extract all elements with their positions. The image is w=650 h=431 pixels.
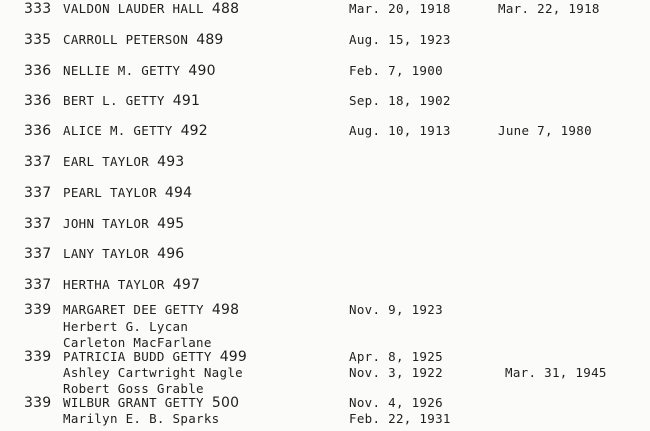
page-number: 337 — [24, 216, 52, 232]
person-name — [63, 32, 224, 48]
page-number: 337 — [24, 246, 52, 262]
person-name-text: VALDON LAUDER HALL — [63, 1, 204, 16]
entry-number: 499 — [219, 349, 248, 365]
person-name-text: JOHN TAYLOR — [63, 216, 150, 231]
birth-date: Nov. 4, 1926 — [349, 395, 443, 410]
person-name-text: BERT L. GETTY — [63, 93, 165, 108]
birth-date: Apr. 8, 1925 — [349, 349, 443, 364]
person-name — [63, 185, 192, 201]
record-row — [0, 32, 650, 52]
birth-date: Aug. 10, 1913 — [349, 123, 451, 138]
record-row — [0, 123, 650, 143]
entry-number: 492 — [180, 123, 208, 139]
person-name — [63, 246, 184, 262]
entry-number: 497 — [172, 277, 201, 293]
person-name-text: ALICE M. GETTY — [63, 123, 173, 138]
record-row — [0, 63, 650, 83]
entry-number: 498 — [211, 302, 240, 318]
spouse-name: Carleton MacFarlane — [63, 335, 212, 350]
page-number: 339 — [24, 302, 52, 318]
person-name-text: LANY TAYLOR — [63, 246, 150, 261]
person-name — [63, 216, 184, 232]
entry-number: 490 — [188, 63, 216, 79]
page-number: 339 — [24, 349, 52, 365]
person-name — [63, 349, 247, 365]
record-row — [0, 93, 650, 113]
entry-number: 488 — [211, 1, 240, 17]
entry-number: 496 — [157, 246, 185, 262]
person-name — [63, 302, 239, 318]
person-name — [63, 93, 200, 109]
page-number: 337 — [24, 154, 52, 170]
birth-date: Sep. 18, 1902 — [349, 93, 451, 108]
record-row — [0, 1, 650, 21]
page-number: 336 — [24, 93, 52, 109]
entry-number: 491 — [172, 93, 201, 109]
entry-number: 494 — [164, 185, 193, 201]
death-date: June 7, 1980 — [498, 123, 592, 138]
birth-date: Aug. 15, 1923 — [349, 32, 451, 47]
birth-date: Feb. 7, 1900 — [349, 63, 443, 78]
birth-date: Feb. 22, 1931 — [349, 411, 451, 426]
spouse-name: Herbert G. Lycan — [63, 319, 189, 334]
spouse-name: Ashley Cartwright Nagle — [63, 365, 243, 380]
person-name — [63, 123, 208, 139]
person-name-text: CARROLL PETERSON — [63, 32, 189, 47]
person-name-text: HERTHA TAYLOR — [63, 277, 165, 292]
person-name — [63, 63, 216, 79]
birth-date: Mar. 20, 1918 — [349, 1, 451, 16]
birth-date: Nov. 3, 1922 — [349, 365, 443, 380]
person-name — [63, 1, 239, 17]
page-number: 336 — [24, 123, 52, 139]
entry-number: 495 — [157, 216, 185, 232]
record-row — [0, 246, 650, 266]
record-row — [0, 277, 650, 297]
person-name-text: WILBUR GRANT GETTY — [63, 395, 204, 410]
spouse-name: Robert Goss Grable — [63, 381, 204, 396]
page-number: 333 — [24, 1, 52, 17]
entry-number: 493 — [157, 154, 185, 170]
page-number: 337 — [24, 185, 52, 201]
page-number: 335 — [24, 32, 52, 48]
page-number: 336 — [24, 63, 52, 79]
death-date: Mar. 31, 1945 — [505, 365, 607, 380]
birth-date: Nov. 9, 1923 — [349, 302, 443, 317]
person-name — [63, 395, 239, 411]
record-row — [0, 154, 650, 174]
person-name-text: MARGARET DEE GETTY — [63, 302, 204, 317]
person-name-text: PATRICIA BUDD GETTY — [63, 349, 212, 364]
person-name-text: PEARL TAYLOR — [63, 185, 157, 200]
person-name-text: NELLIE M. GETTY — [63, 63, 181, 78]
page-number: 337 — [24, 277, 52, 293]
record-row — [0, 185, 650, 205]
page-number: 339 — [24, 395, 52, 411]
person-name — [63, 277, 200, 293]
entry-number: 500 — [211, 395, 240, 411]
death-date: Mar. 22, 1918 — [498, 1, 600, 16]
person-name-text: EARL TAYLOR — [63, 154, 150, 169]
entry-number: 489 — [196, 32, 224, 48]
spouse-row — [0, 411, 650, 429]
record-row — [0, 216, 650, 236]
spouse-name: Marilyn E. B. Sparks — [63, 411, 220, 426]
person-name — [63, 154, 184, 170]
